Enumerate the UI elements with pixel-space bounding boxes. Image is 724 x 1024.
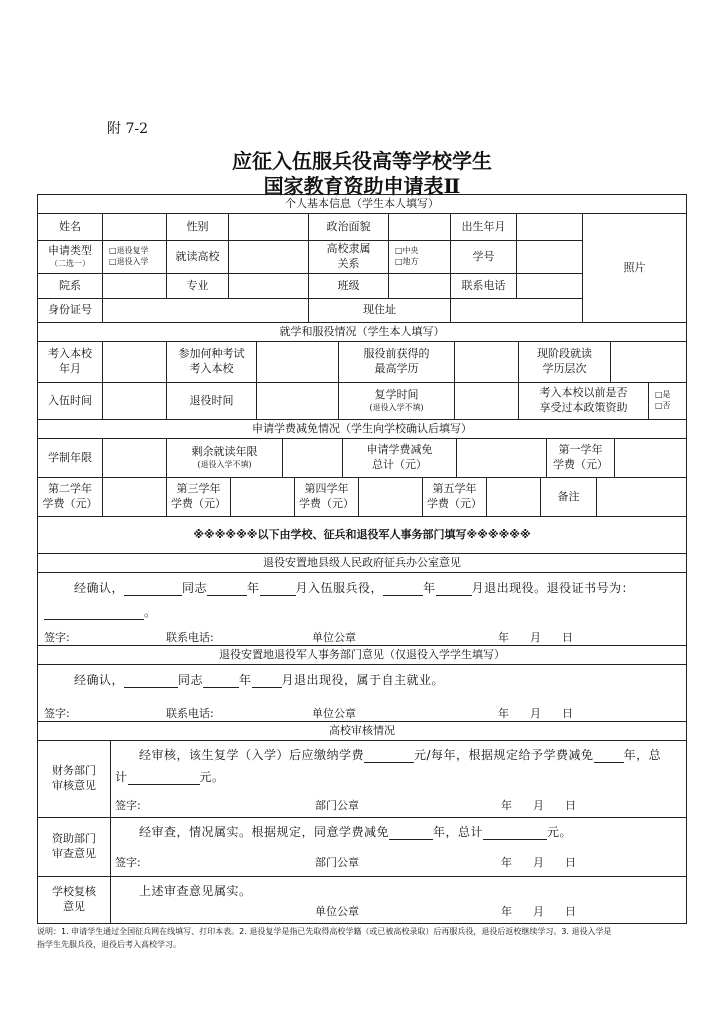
field-department[interactable] (102, 274, 166, 297)
label-education (338, 342, 454, 382)
affiliation-text-1: 高校隶属 (326, 242, 371, 256)
school-day-label: 日 (565, 905, 576, 918)
field-year1[interactable] (614, 439, 686, 477)
finance-years-blank[interactable] (594, 750, 624, 763)
finance-seal-label: 部门公章 (315, 799, 359, 812)
veteran-phone-label: 联系电话: (166, 707, 214, 720)
label-year1 (546, 439, 614, 477)
recruit-text-e: 年 (423, 581, 436, 595)
year2-text-2: 学费（元） (42, 497, 98, 510)
footnote-line2: 指学生先服兵役，退役后考入高校学习。 (37, 939, 181, 949)
year3-text-1: 第三学年 (176, 482, 221, 496)
recruit-opinion (38, 572, 686, 645)
recruit-text-a: 经确认， (74, 581, 125, 595)
recruit-seal-label: 单位公章 (312, 631, 356, 644)
aid-opinion (110, 818, 686, 876)
field-year3[interactable] (230, 478, 294, 516)
label-phone: 联系电话 (450, 274, 516, 297)
level-text-1: 现阶段就读 (537, 347, 592, 361)
finance-text-d: 计 (115, 770, 128, 784)
field-address[interactable] (450, 299, 582, 322)
finance-year-label: 年 (501, 799, 512, 812)
year4-text-2: 学费（元） (299, 497, 354, 510)
recruit-discharge-month-blank[interactable] (436, 583, 472, 596)
enroll-date-text-1: 考入本校 (48, 347, 92, 361)
label-political: 政治面貌 (308, 214, 388, 240)
total-text-1: 申请学费减免 (366, 443, 433, 457)
application-form (37, 194, 687, 924)
recruit-sign-label: 签字: (44, 631, 70, 644)
label-resume (338, 383, 454, 419)
school-review-text-2: 意见 (63, 900, 85, 913)
finance-text-e: 元。 (199, 770, 225, 784)
label-remain (166, 439, 282, 477)
veteran-name-blank[interactable] (124, 675, 178, 688)
label-funded (518, 383, 648, 419)
recruit-text-d: 月入伍服兵役， (295, 581, 384, 595)
photo-box[interactable]: 照片 (582, 214, 686, 322)
field-discharge[interactable] (256, 383, 338, 419)
finance-line1 (139, 747, 683, 763)
label-level (518, 342, 610, 382)
label-years: 学制年限 (48, 450, 92, 464)
remain-text-1: 剩余就读年限 (191, 445, 258, 459)
checkbox-local[interactable]: □地方 (395, 257, 419, 267)
veteran-opinion (38, 664, 686, 721)
funded-text-2: 享受过本政策资助 (539, 401, 628, 414)
field-education[interactable] (454, 342, 518, 382)
label-gender: 性别 (166, 214, 228, 240)
section-study-header: 就学和服役情况（学生本人填写） (279, 324, 445, 338)
section-review-header: 高校审核情况 (329, 723, 395, 737)
veteran-text-c: 年 (239, 673, 252, 687)
field-birth[interactable] (516, 214, 582, 240)
recruit-month-label: 月 (530, 631, 541, 644)
section-recruit-header: 退役安置地县级人民政府征兵办公室意见 (263, 555, 461, 569)
year5-text-2: 学费（元） (427, 497, 482, 510)
field-phone[interactable] (516, 274, 582, 297)
school-month-label: 月 (533, 905, 544, 918)
school-review-text: 上述审查意见属实。 (139, 884, 252, 898)
veteran-text-b: 同志 (178, 673, 204, 687)
school-review-opinion (110, 877, 686, 923)
recruit-enlist-year-blank[interactable] (207, 583, 247, 596)
field-year4[interactable] (358, 478, 422, 516)
attachment-label: 附 7-2 (107, 121, 148, 137)
recruit-year-label: 年 (498, 631, 509, 644)
veteran-year-blank[interactable] (203, 675, 239, 688)
section-veteran-header: 退役安置地退役军人事务部门意见（仅退役入学学生填写） (219, 647, 505, 661)
footnote-line1: 说明：1. 申请学生通过全国征兵网在线填写、打印本表。2. 退役复学是指已先取得高校学籍（或已被高校录取）后再服兵役，退役后返校继续学习。3. 退役入学是 (37, 927, 612, 936)
school-year-label: 年 (501, 905, 512, 918)
label-year3 (166, 478, 230, 516)
label-finance (38, 741, 110, 817)
field-id-number[interactable] (102, 299, 308, 322)
recruit-text-b: 同志 (182, 581, 208, 595)
year3-text-2: 学费（元） (171, 497, 226, 510)
aid-text-1: 资助部门 (52, 832, 96, 846)
field-total[interactable] (456, 439, 546, 477)
label-department: 院系 (59, 278, 81, 292)
veteran-seal-label: 单位公章 (312, 707, 356, 720)
veteran-sign-label: 签字: (44, 707, 70, 720)
label-year2 (38, 478, 102, 516)
recruit-day-label: 日 (562, 631, 573, 644)
apply-type-note: （二选一） (50, 259, 90, 269)
label-year4 (294, 478, 358, 516)
label-exam (166, 342, 256, 382)
finance-text-2: 审核意见 (52, 779, 96, 792)
label-discharge: 退役时间 (166, 383, 256, 419)
enroll-date-text-2: 年月 (59, 362, 81, 375)
aid-text-2: 审查意见 (52, 847, 96, 860)
finance-text-c: 年，总 (623, 748, 662, 762)
recruit-name-blank[interactable] (124, 583, 182, 596)
label-birth: 出生年月 (450, 214, 516, 240)
recruit-text-end: 。 (144, 605, 157, 619)
label-school: 就读高校 (166, 241, 228, 273)
finance-total-blank[interactable] (128, 772, 200, 785)
resume-text-2: (退役入学不填) (369, 403, 424, 413)
label-enlist: 入伍时间 (48, 393, 92, 407)
aid-text-a: 经审查，情况属实。根据规定，同意学费减免 (139, 825, 390, 839)
field-class[interactable] (388, 274, 450, 297)
apply-type-options (102, 241, 166, 273)
recruit-cert-line (44, 603, 157, 620)
finance-line2 (115, 769, 225, 785)
label-aid (38, 818, 110, 876)
aid-text-b: 年，总计 (433, 825, 484, 839)
exam-text-1: 参加何种考试 (178, 347, 245, 361)
finance-text-1: 财务部门 (52, 764, 96, 778)
funded-text-1: 考入本校以前是否 (539, 386, 628, 400)
finance-text-b: 元/每年，根据规定给予学费减免 (414, 748, 594, 762)
year1-text-1: 第一学年 (558, 443, 603, 457)
veteran-month-label: 月 (530, 707, 541, 720)
field-student-id[interactable] (516, 241, 582, 273)
recruit-text-c: 年 (247, 581, 260, 595)
label-id-number: 身份证号 (48, 302, 92, 316)
funded-options (648, 383, 686, 419)
field-resume[interactable] (454, 383, 518, 419)
divider-note: ※※※※※※以下由学校、征兵和退役军人事务部门填写※※※※※※ (193, 527, 531, 541)
label-name: 姓名 (59, 219, 81, 233)
aid-line1 (139, 824, 572, 840)
level-text-2: 学历层次 (542, 362, 587, 375)
year1-text-2: 学费（元） (553, 458, 608, 471)
finance-fee-blank[interactable] (364, 750, 414, 763)
affiliation-text-2: 关系 (337, 257, 360, 271)
year2-text-1: 第二学年 (48, 482, 92, 496)
footnotes (37, 926, 689, 952)
checkbox-yes[interactable]: □是 (655, 390, 671, 400)
finance-month-label: 月 (533, 799, 544, 812)
field-exam[interactable] (256, 342, 338, 382)
veteran-text-d: 月退出现役，属于自主就业。 (281, 673, 445, 687)
aid-seal-label: 部门公章 (315, 856, 359, 869)
remain-text-2: (退役入学不填) (197, 460, 252, 470)
field-year2[interactable] (102, 478, 166, 516)
field-gender[interactable] (228, 214, 308, 240)
label-affiliation (308, 241, 388, 273)
veteran-month-blank[interactable] (252, 675, 282, 688)
field-school[interactable] (228, 241, 308, 273)
label-apply-type (38, 241, 102, 273)
checkbox-resume[interactable]: □退役复学 (109, 246, 149, 256)
aid-years-blank[interactable] (389, 827, 433, 840)
finance-day-label: 日 (565, 799, 576, 812)
education-text-1: 服役前获得的 (363, 347, 430, 361)
veteran-year-label: 年 (498, 707, 509, 720)
school-review-text-1: 学校复核 (52, 885, 96, 899)
field-remark[interactable] (596, 478, 686, 516)
form-title-line2: 国家教育资助申请表Ⅱ (263, 174, 461, 198)
form-title-line1: 应征入伍服兵役高等学校学生 (232, 149, 492, 173)
label-student-id: 学号 (450, 241, 516, 273)
field-major[interactable] (228, 274, 308, 297)
aid-sign-label: 签字: (115, 856, 141, 869)
veteran-text (74, 671, 444, 688)
aid-total-blank[interactable] (483, 827, 547, 840)
label-major: 专业 (166, 274, 228, 297)
label-enroll-date (38, 342, 102, 382)
field-political[interactable] (388, 214, 450, 240)
recruit-enlist-month-blank[interactable] (260, 583, 296, 596)
recruit-cert-blank[interactable] (44, 607, 144, 620)
affiliation-options (388, 241, 450, 273)
finance-opinion (110, 741, 686, 817)
label-class: 班级 (308, 274, 388, 297)
field-name[interactable] (102, 214, 166, 240)
aid-year-label: 年 (501, 856, 512, 869)
field-enlist[interactable] (102, 383, 166, 419)
aid-day-label: 日 (565, 856, 576, 869)
checkbox-central[interactable]: □中央 (395, 246, 419, 256)
field-year5[interactable] (486, 478, 540, 516)
label-total (342, 439, 456, 477)
recruit-text-f: 月退出现役。退役证书号为： (471, 581, 635, 595)
field-years[interactable] (102, 439, 166, 477)
year5-text-1: 第五学年 (432, 482, 477, 496)
recruit-phone-label: 联系电话: (166, 631, 214, 644)
education-text-2: 最高学历 (374, 362, 419, 375)
apply-type-text: 申请类型 (48, 244, 92, 258)
label-year5 (422, 478, 486, 516)
aid-month-label: 月 (533, 856, 544, 869)
field-level[interactable] (610, 342, 686, 382)
label-address: 现住址 (308, 299, 450, 322)
year4-text-1: 第四学年 (304, 482, 349, 496)
total-text-2: 总计（元） (372, 458, 427, 471)
resume-text-1: 复学时间 (374, 388, 419, 402)
exam-text-2: 考入本校 (189, 362, 234, 375)
recruit-text (74, 579, 674, 596)
section-personal-header: 个人基本信息（学生本人填写） (285, 196, 439, 210)
label-remark: 备注 (540, 478, 596, 516)
veteran-text-a: 经确认， (74, 673, 125, 687)
field-remain[interactable] (282, 439, 342, 477)
finance-sign-label: 签字: (115, 799, 141, 812)
school-seal-label: 单位公章 (315, 905, 359, 918)
label-school-review (38, 877, 110, 923)
field-enroll-date[interactable] (102, 342, 166, 382)
checkbox-enroll[interactable]: □退役入学 (109, 257, 149, 267)
checkbox-no[interactable]: □否 (655, 401, 671, 410)
recruit-discharge-year-blank[interactable] (383, 583, 423, 596)
section-fee-header: 申请学费减免情况（学生向学校确认后填写） (252, 421, 472, 435)
aid-text-c: 元。 (547, 825, 573, 839)
veteran-day-label: 日 (562, 707, 573, 720)
finance-text-a: 经审核，该生复学（入学）后应缴纳学费 (139, 748, 365, 762)
